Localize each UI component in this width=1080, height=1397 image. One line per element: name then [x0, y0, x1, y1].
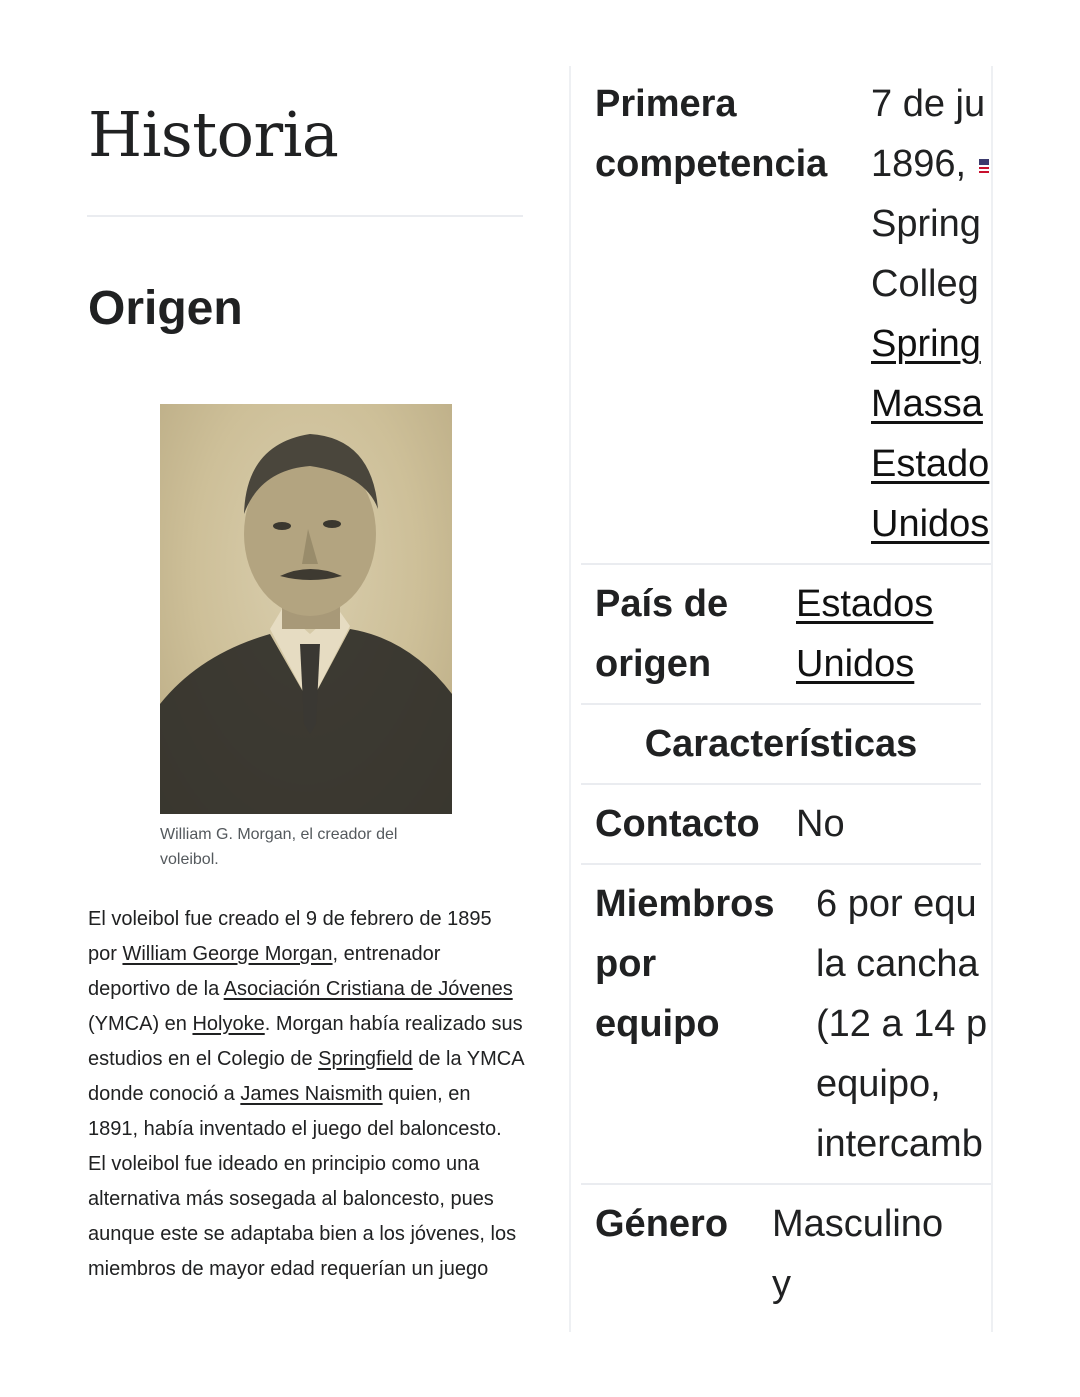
label-line: Miembros [595, 883, 775, 925]
link-massachusetts[interactable]: Massa [871, 383, 983, 425]
label-line: equipo [595, 1003, 720, 1045]
label-line: Primera [595, 83, 737, 125]
body-text-segment: (YMCA) en [88, 1013, 193, 1035]
infobox-divider [581, 863, 981, 865]
value-first-competition [871, 74, 989, 554]
link-springfield-city[interactable]: Spring [871, 323, 981, 365]
body-text-segment: . Morgan había realizado sus estudios en el Colegio de [88, 1013, 523, 1070]
infobox [569, 66, 993, 1332]
link-asociacion-cristiana-de-jovenes[interactable]: Asociación Cristiana de Jóvenes [223, 978, 513, 1000]
value-gender [772, 1194, 943, 1314]
value-line: 6 por equ [816, 883, 977, 925]
body-text-segment: de la YMCA donde conoció a [88, 1048, 524, 1105]
link-estados-unidos-line1[interactable]: Estado [871, 443, 990, 485]
portrait-image[interactable] [160, 404, 452, 814]
portrait-illustration [160, 404, 452, 814]
value-line: equipo, [816, 1063, 941, 1105]
label-contact: Contacto [595, 803, 760, 845]
value-line: Masculino [772, 1203, 944, 1245]
body-text-segment: El voleibol fue creado el 9 de febrero de 1895 por [88, 908, 492, 965]
value-country-of-origin [796, 574, 933, 694]
value-line: la cancha [816, 943, 979, 985]
link-springfield[interactable]: Springfield [318, 1048, 413, 1070]
link-william-george-morgan[interactable]: William George Morgan [122, 943, 333, 965]
link-estados-unidos-line2[interactable]: Unidos [871, 503, 990, 545]
section-heading-origen: Origen [88, 282, 243, 335]
value-line: Colleg [871, 263, 979, 305]
link-estados-unidos[interactable]: Estados [796, 583, 934, 625]
infobox-section-header: Características [644, 723, 918, 765]
infobox-row-members [581, 874, 993, 1174]
title-divider [87, 215, 523, 217]
value-line: Spring [871, 203, 981, 245]
value-line [871, 134, 989, 194]
infobox-divider [581, 1183, 993, 1185]
link-james-naismith[interactable]: James Naismith [240, 1083, 383, 1105]
page-title: Historia [88, 98, 339, 171]
value-line: (12 a 14 p [816, 1003, 988, 1045]
figure [160, 404, 452, 872]
body-paragraph [88, 902, 524, 1287]
infobox-divider [581, 563, 993, 565]
infobox-row-first-competition [581, 74, 993, 554]
body-text-segment: , entrenador deportivo de la [88, 943, 441, 1000]
value-line: intercamb [816, 1123, 983, 1165]
label-line: competencia [595, 143, 828, 185]
infobox-row-country [581, 574, 993, 704]
link-estados-unidos-cont[interactable]: Unidos [796, 643, 915, 685]
infobox-row-gender [581, 1194, 993, 1324]
value-contact: No [796, 803, 845, 845]
value-text: 1896, [871, 143, 967, 185]
infobox-row-contact [581, 794, 993, 854]
value-members-per-team [816, 874, 987, 1174]
infobox-divider [581, 783, 981, 785]
label-country-of-origin [595, 574, 728, 694]
label-line: por [595, 943, 657, 985]
infobox-divider [581, 703, 981, 705]
value-line: y [772, 1263, 791, 1305]
value-line: 7 de ju [871, 83, 986, 125]
label-line: País de [595, 583, 729, 625]
figure-caption: William G. Morgan, el creador del voleibol. [160, 826, 398, 868]
label-first-competition [595, 74, 827, 194]
label-members-per-team [595, 874, 774, 1054]
body-text-segment: quien, en 1891, había inventado el juego del baloncesto. El voleibol fue ideado en principio como una alternativa más sosegada al baloncesto, pues aunque este se adaptaba bien a los jóvenes, los miembros de mayor edad requerían un juego [88, 1083, 517, 1280]
label-line: origen [595, 643, 712, 685]
us-flag-icon [979, 159, 989, 173]
label-gender: Género [595, 1203, 729, 1245]
link-holyoke[interactable]: Holyoke [192, 1013, 265, 1035]
